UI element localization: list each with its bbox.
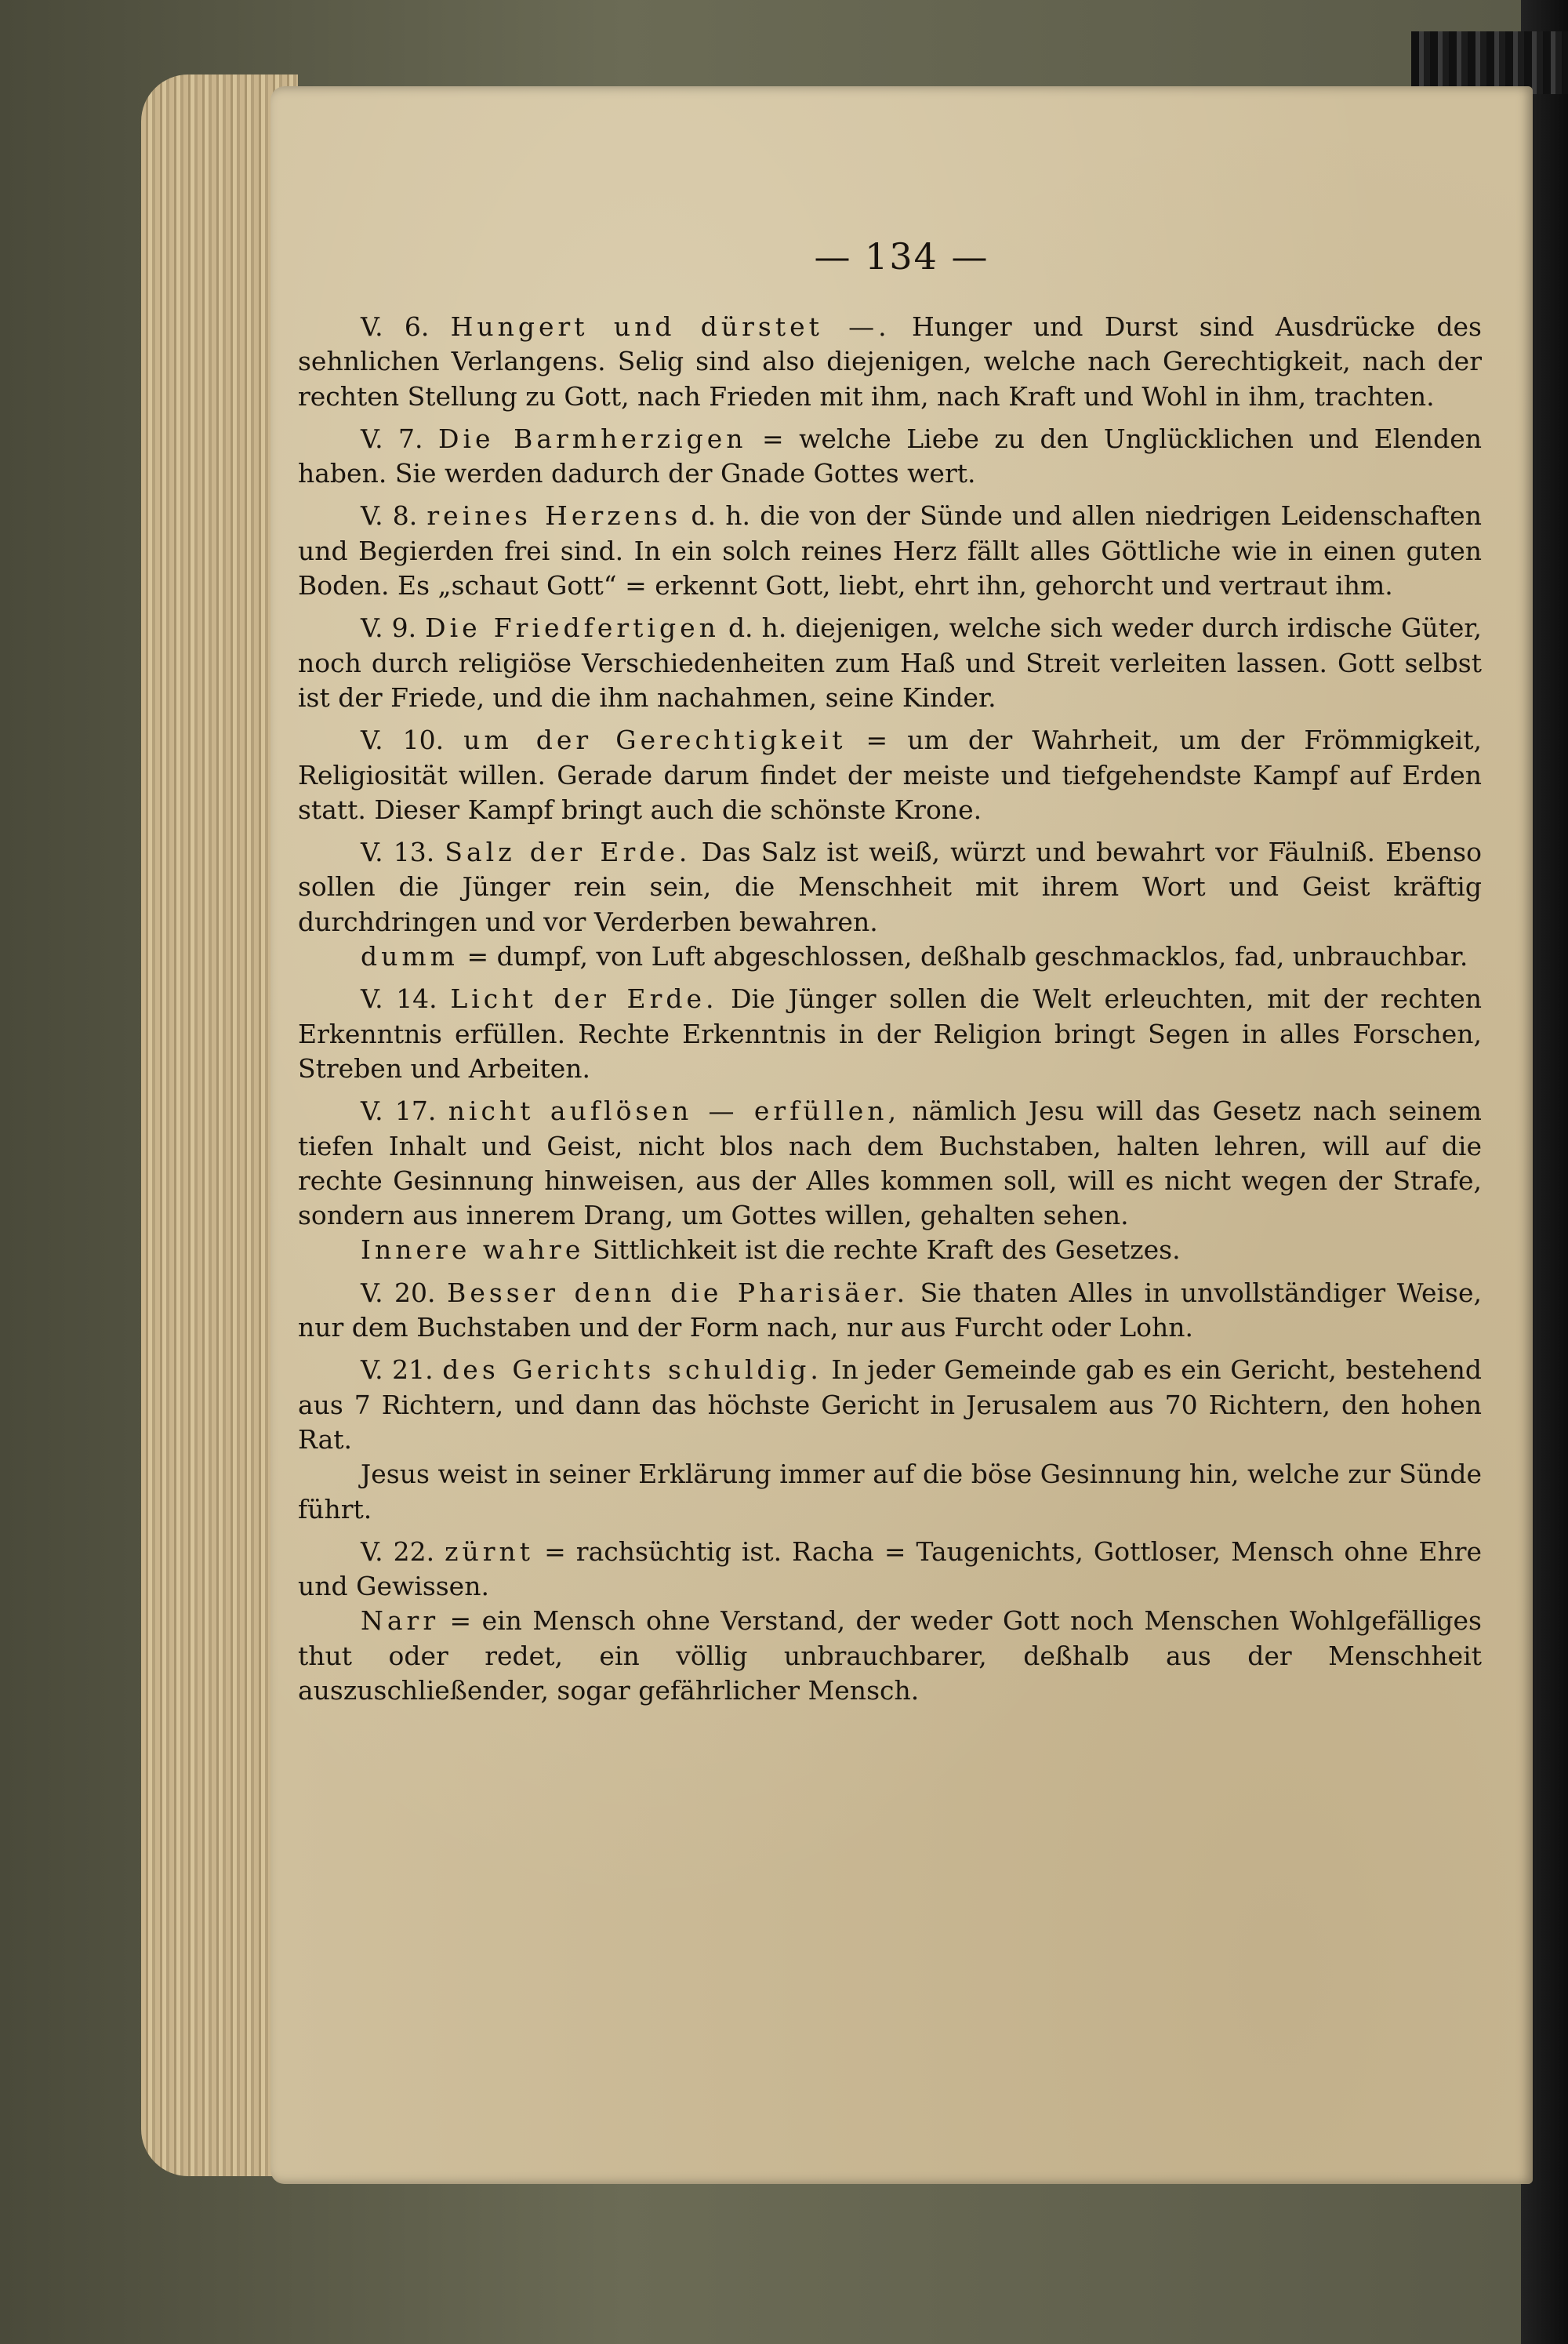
verse-ref: V. 13. (361, 837, 435, 868)
verse-keyword: um der Gerechtigkeit (463, 725, 847, 756)
paragraph-v17 (298, 1094, 1482, 1233)
paragraph-v7 (298, 422, 1482, 492)
verse-keyword: Die Barmherzigen (438, 423, 747, 454)
paragraph-narr (298, 1604, 1482, 1708)
spine-band (1411, 31, 1568, 94)
verse-keyword: Narr (361, 1605, 440, 1637)
verse-text: Das Salz ist weiß, würzt und bewahrt vor Fäulniß. Ebenso sollen die Jünger rein sein, die Menschheit mit ihrem Wort und Geist kräftig durchdringen und vor Verderben bewahren. (298, 837, 1482, 937)
verse-ref: V. 10. (361, 725, 445, 756)
paragraph-dumm (298, 939, 1482, 974)
paragraph-v20 (298, 1276, 1482, 1346)
verse-keyword: nicht auflösen — erfüllen, (448, 1096, 901, 1127)
verse-ref: V. 6. (361, 311, 430, 342)
verse-text: In jeder Gemeinde gab es ein Gericht, bestehend aus 7 Richtern, und dann das höchste Gericht in Jerusalem aus 70 Richtern, den hohen Rat. (298, 1354, 1483, 1455)
verse-keyword: reines Herzens (426, 500, 682, 532)
verse-keyword: Salz der Erde. (445, 837, 691, 868)
verse-text: nämlich Jesu will das Gesetz nach seinem tiefen Inhalt und Geist, nicht blos nach dem Buchstaben, halten lehren, will auf die rechte Gesinnung hinweisen, aus der Alles kommen soll, will es nicht wegen der Strafe, sondern aus innerem Drang, um Gottes willen, gehalten sehen. (298, 1096, 1482, 1231)
paragraph-v10 (298, 723, 1482, 827)
verse-keyword: Die Friedfertigen (425, 612, 720, 644)
verse-text: = ein Mensch ohne Verstand, der weder Gott noch Menschen Wohlgefälliges thut oder redet, ein völlig unbrauchbarer, deßhalb aus der Menschheit auszuschließender, sogar gefährlicher Mensch. (298, 1605, 1482, 1706)
verse-text: Die Jünger sollen die Welt erleuchten, mit der rechten Erkenntnis erfüllen. Rechte Erkenntnis in der Religion bringt Segen in alles Forschen, Streben und Arbeiten. (298, 983, 1482, 1084)
verse-text: d. h. die von der Sünde und allen niedrigen Leidenschaften und Begierden frei sind. In ein solch reines Herz fällt alles Göttliche wie in einen guten Boden. Es „schaut Gott“ = erkennt Gott, liebt, ehrt ihn, gehorcht und vertraut ihm. (298, 500, 1482, 601)
verse-keyword: Hungert und dürstet —. (450, 311, 891, 342)
paragraph-v6 (298, 310, 1482, 414)
verse-text: Jesus weist in seiner Erklärung immer auf die böse Gesinnung hin, welche zur Sünde führt. (298, 1459, 1482, 1525)
paragraph-v9 (298, 611, 1482, 715)
verse-keyword: Innere wahre (361, 1234, 585, 1266)
verse-text: = welche Liebe zu den Unglücklichen und Elenden haben. Sie werden dadurch der Gnade Gottes wert. (298, 423, 1482, 489)
verse-text: = um der Wahrheit, um der Frömmigkeit, Religiosität willen. Gerade darum findet der meiste und tiefgehendste Kampf auf Erden statt. Dieser Kampf bringt auch die schönste Krone. (298, 725, 1482, 825)
verse-text: Sittlichkeit ist die rechte Kraft des Gesetzes. (592, 1234, 1181, 1266)
paragraph-jesus (298, 1457, 1482, 1527)
verse-text: = rachsüchtig ist. Racha = Taugenichts, Gottloser, Mensch ohne Ehre und Gewissen. (298, 1535, 1483, 1602)
verse-ref: V. 8. (361, 500, 418, 532)
paragraph-innere (298, 1233, 1482, 1267)
paragraph-v8 (298, 499, 1482, 603)
verse-ref: V. 17. (361, 1096, 437, 1127)
verse-keyword: zürnt (445, 1535, 535, 1567)
paragraph-v21 (298, 1353, 1482, 1457)
paragraph-v13 (298, 835, 1482, 939)
verse-text: Hunger und Durst sind Ausdrücke des sehnlichen Verlangens. Selig sind also diejenigen, welche nach Gerechtigkeit, nach der rechten Stellung zu Gott, nach Frieden mit ihm, nach Kraft und Wohl in ihm, trachten. (298, 311, 1482, 412)
verse-ref: V. 9. (361, 612, 417, 644)
verse-keyword: des Gerichts schuldig. (442, 1354, 822, 1386)
verse-text: Sie thaten Alles in unvollständiger Weise, nur dem Buchstaben und der Form nach, nur aus Furcht oder Lohn. (298, 1277, 1482, 1343)
verse-text: = dumpf, von Luft abgeschlossen, deßhalb geschmacklos, fad, unbrauchbar. (466, 941, 1468, 972)
verse-ref: V. 21. (361, 1354, 434, 1386)
verse-keyword: Licht der Erde. (450, 983, 718, 1015)
verse-ref: V. 14. (361, 983, 437, 1015)
verse-text: d. h. diejenigen, welche sich weder durch irdische Güter, noch durch religiöse Verschiedenheiten zum Haß und Streit verleiten lassen. Gott selbst ist der Friede, und die ihm nachahmen, seine Kinder. (298, 612, 1483, 713)
paragraph-v14 (298, 982, 1482, 1086)
verse-ref: V. 20. (361, 1277, 436, 1308)
verse-ref: V. 22. (361, 1535, 435, 1567)
verse-ref: V. 7. (361, 423, 423, 454)
verse-keyword: dumm (361, 941, 459, 972)
verse-keyword: Besser denn die Pharisäer. (447, 1277, 909, 1308)
page-text (298, 310, 1482, 1708)
paragraph-v22 (298, 1535, 1482, 1604)
page-number: — 134 — (814, 235, 989, 278)
